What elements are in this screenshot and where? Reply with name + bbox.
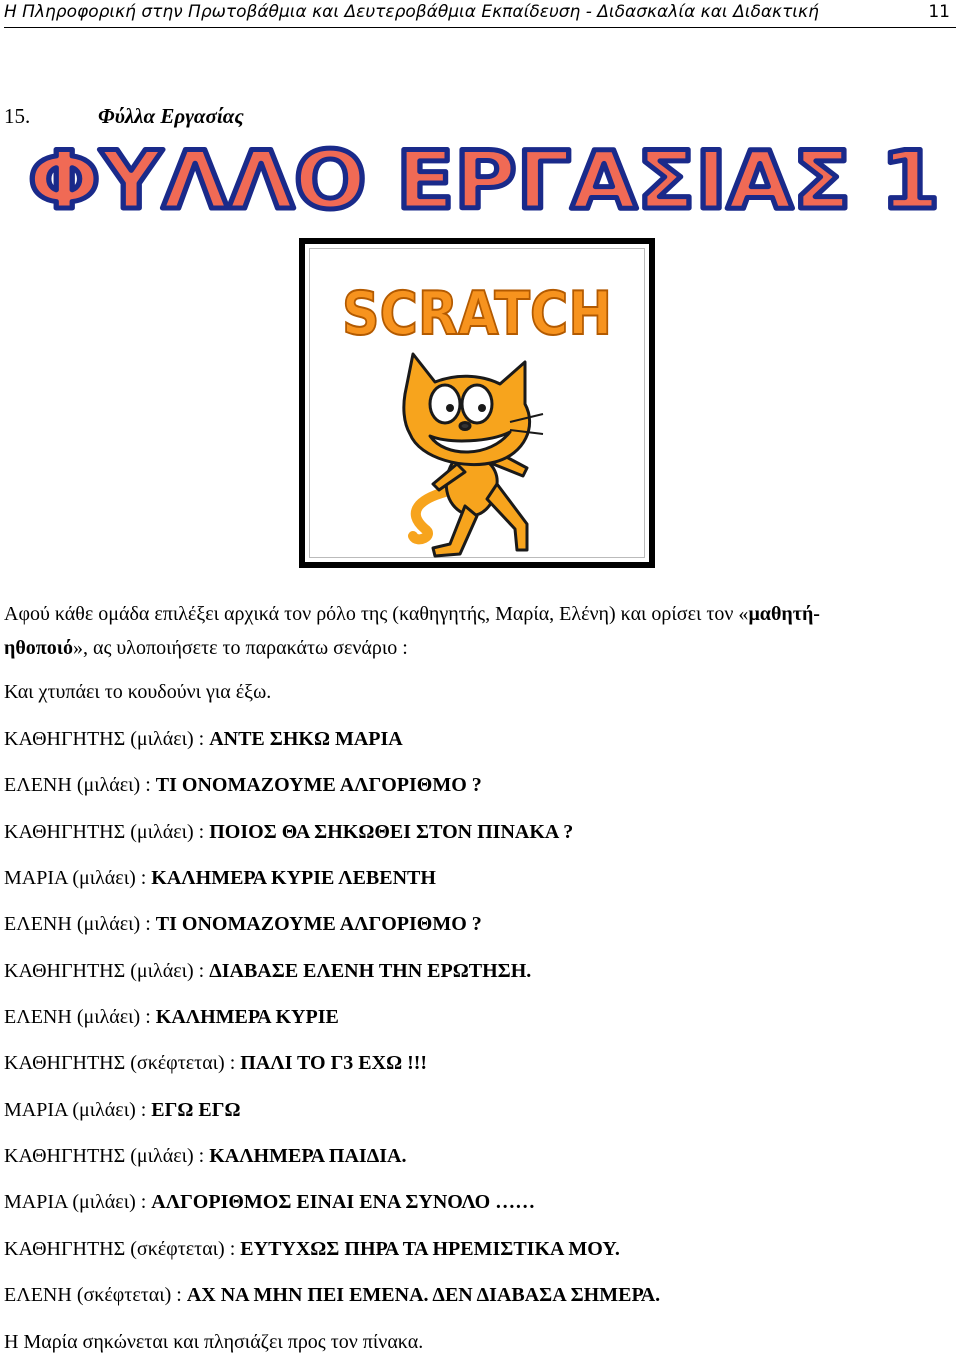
- intro-text-1: Αφού κάθε ομάδα επιλέξει αρχικά τον ρόλο της (καθηγητής, Μαρία, Ελένη) και ορίσει τον «: [4, 603, 749, 625]
- spoken-line: ΤΙ ΟΝΟΜΑΖΟΥΜΕ ΑΛΓΟΡΙΘΜΟ ?: [155, 774, 482, 796]
- dialogue-line: [4, 1237, 620, 1261]
- speaker-label: ΕΛΕΝΗ (μιλάει) :: [4, 913, 156, 935]
- intro-paragraph: [4, 602, 956, 660]
- intro-bold-1: μαθητή-: [748, 603, 820, 625]
- speaker-label: ΜΑΡΙΑ (μιλάει) :: [4, 1099, 152, 1121]
- dialogue-line: [4, 1051, 427, 1075]
- scratch-cat-icon: [404, 354, 543, 556]
- intro-line-1: [4, 602, 956, 626]
- banner-text: ΦΥΛΛΟ ΕΡΓΑΣΙΑΣ 1: [28, 138, 940, 218]
- section-number: 15.: [4, 104, 31, 128]
- speaker-label: ΚΑΘΗΓΗΤΗΣ (μιλάει) :: [4, 1145, 210, 1167]
- speaker-label: ΜΑΡΙΑ (μιλάει) :: [4, 1191, 152, 1213]
- spoken-line: ΑΛΓΟΡΙΘΜΟΣ ΕΙΝΑΙ ΕΝΑ ΣΥΝΟΛΟ ……: [151, 1191, 536, 1213]
- speaker-label: ΕΛΕΝΗ (μιλάει) :: [4, 1006, 156, 1028]
- page-number: 11: [928, 2, 950, 22]
- dialogue-line: [4, 912, 482, 936]
- spoken-line: ΕΥΤΥΧΩΣ ΠΗΡΑ ΤΑ ΗΡΕΜΙΣΤΙΚΑ ΜΟΥ.: [240, 1238, 620, 1260]
- spoken-line: ΤΙ ΟΝΟΜΑΖΟΥΜΕ ΑΛΓΟΡΙΘΜΟ ?: [155, 913, 482, 935]
- dialogue-line: [4, 1144, 406, 1168]
- closing-line: Η Μαρία σηκώνεται και πλησιάζει προς τον πίνακα.: [4, 1331, 424, 1353]
- spoken-line: ΔΙΑΒΑΣΕ ΕΛΕΝΗ ΤΗΝ ΕΡΩΤΗΣΗ.: [209, 960, 532, 982]
- dialogue-line: [4, 820, 573, 844]
- speaker-label: ΜΑΡΙΑ (μιλάει) :: [4, 867, 152, 889]
- spoken-line: ΑΝΤΕ ΣΗΚΩ ΜΑΡΙΑ: [209, 728, 403, 750]
- running-title: Η Πληροφορική στην Πρωτοβάθμια και Δευτεροβάθμια Εκπαίδευση - Διδασκαλία και Διδακτική: [4, 2, 819, 22]
- spoken-line: ΠΑΛΙ ΤΟ Γ3 ΕΧΩ !!!: [240, 1052, 428, 1074]
- spoken-line: ΠΟΙΟΣ ΘΑ ΣΗΚΩΘΕΙ ΣΤΟΝ ΠΙΝΑΚΑ ?: [209, 821, 574, 843]
- speaker-label: ΚΑΘΗΓΗΤΗΣ (σκέφτεται) :: [4, 1052, 241, 1074]
- intro-line-2: [4, 636, 956, 660]
- spoken-line: ΚΑΛΗΜΕΡΑ ΚΥΡΙΕ ΛΕΒΕΝΤΗ: [151, 867, 436, 889]
- intro-bold-2: ηθοποιό: [4, 637, 73, 659]
- spoken-line: ΑΧ ΝΑ ΜΗΝ ΠΕΙ ΕΜΕΝΑ. ΔΕΝ ΔΙΑΒΑΣΑ ΣΗΜΕΡΑ.: [186, 1284, 661, 1306]
- header-rule: [4, 27, 956, 28]
- dialogue-line: [4, 1283, 660, 1307]
- intro-text-2: », ας υλοποιήσετε το παρακάτω σενάριο :: [72, 637, 408, 659]
- spoken-line: ΕΓΩ ΕΓΩ: [151, 1099, 241, 1121]
- opening-line: Και χτυπάει το κουδούνι για έξω.: [4, 681, 272, 703]
- speaker-label: ΚΑΘΗΓΗΤΗΣ (σκέφτεται) :: [4, 1238, 241, 1260]
- section-heading: [4, 104, 244, 129]
- speaker-label: ΚΑΘΗΓΗΤΗΣ (μιλάει) :: [4, 821, 210, 843]
- speaker-label: ΕΛΕΝΗ (μιλάει) :: [4, 774, 156, 796]
- scratch-wordmark: SCRATCH: [342, 279, 612, 349]
- speaker-label: ΚΑΘΗΓΗΤΗΣ (μιλάει) :: [4, 728, 210, 750]
- speaker-label: ΚΑΘΗΓΗΤΗΣ (μιλάει) :: [4, 960, 210, 982]
- page-header: [4, 0, 956, 24]
- speaker-label: ΕΛΕΝΗ (σκέφτεται) :: [4, 1284, 187, 1306]
- dialogue-line: [4, 866, 436, 890]
- worksheet-banner: [24, 138, 944, 218]
- dialogue-line: [4, 1190, 535, 1214]
- section-title: Φύλλα Εργασίας: [98, 104, 244, 128]
- spoken-line: ΚΑΛΗΜΕΡΑ ΚΥΡΙΕ: [155, 1006, 339, 1028]
- dialogue-line: [4, 959, 531, 983]
- scratch-logo-image: [299, 238, 655, 568]
- spoken-line: ΚΑΛΗΜΕΡΑ ΠΑΙΔΙΑ.: [209, 1145, 407, 1167]
- dialogue-line: [4, 727, 403, 751]
- dialogue-line: [4, 1098, 240, 1122]
- dialogue-line: [4, 1005, 339, 1029]
- dialogue-line: [4, 773, 482, 797]
- scratch-artwork: [305, 244, 649, 562]
